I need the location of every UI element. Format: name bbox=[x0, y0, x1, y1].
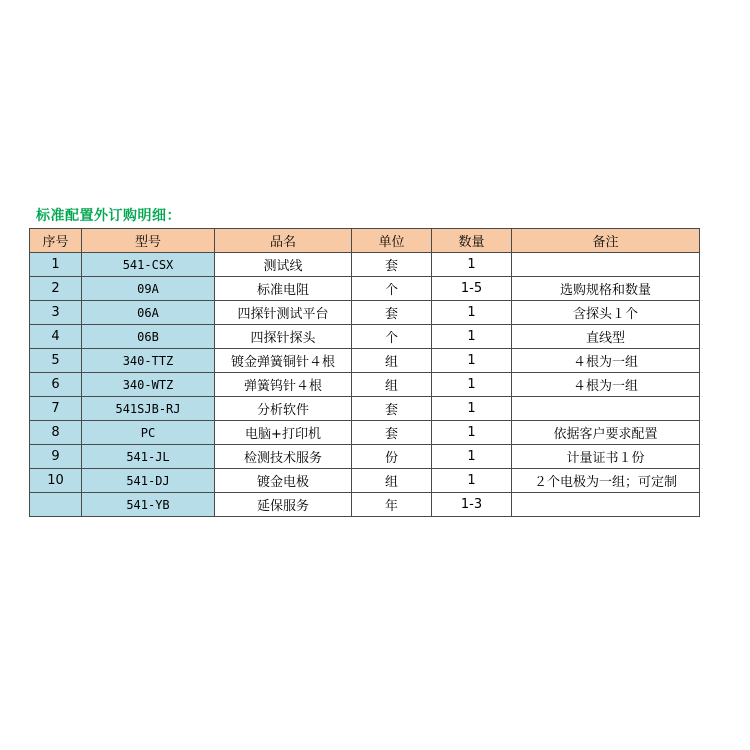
cell-remark: 计量证书１份 bbox=[512, 445, 700, 469]
header-unit: 单位 bbox=[352, 229, 432, 253]
table-row bbox=[30, 397, 700, 421]
cell-product-name: 四探针测试平台 bbox=[215, 301, 352, 325]
cell-model: PC bbox=[82, 421, 215, 445]
table-row bbox=[30, 301, 700, 325]
cell-unit: 套 bbox=[352, 397, 432, 421]
cell-model: 541SJB-RJ bbox=[82, 397, 215, 421]
table-row bbox=[30, 445, 700, 469]
cell-remark bbox=[512, 493, 700, 517]
cell-quantity: 1 bbox=[432, 301, 512, 325]
cell-product-name: 镀金电极 bbox=[215, 469, 352, 493]
header-remark: 备注 bbox=[512, 229, 700, 253]
cell-model: 340-TTZ bbox=[82, 349, 215, 373]
header-model: 型号 bbox=[82, 229, 215, 253]
cell-product-name: 检测技术服务 bbox=[215, 445, 352, 469]
cell-index: 9 bbox=[30, 445, 82, 469]
header-quantity: 数量 bbox=[432, 229, 512, 253]
cell-unit: 组 bbox=[352, 349, 432, 373]
cell-remark: 含探头１个 bbox=[512, 301, 700, 325]
cell-model: 06A bbox=[82, 301, 215, 325]
cell-index bbox=[30, 493, 82, 517]
table-row bbox=[30, 469, 700, 493]
cell-unit: 个 bbox=[352, 277, 432, 301]
cell-unit: 套 bbox=[352, 301, 432, 325]
cell-product-name: 弹簧钨针４根 bbox=[215, 373, 352, 397]
cell-product-name: 四探针探头 bbox=[215, 325, 352, 349]
cell-remark bbox=[512, 253, 700, 277]
cell-product-name: 镀金弹簧铜针４根 bbox=[215, 349, 352, 373]
table-body bbox=[30, 253, 700, 517]
cell-unit: 组 bbox=[352, 373, 432, 397]
cell-model: 06B bbox=[82, 325, 215, 349]
cell-model: 541-DJ bbox=[82, 469, 215, 493]
table-header-row bbox=[30, 229, 700, 253]
cell-quantity: 1-3 bbox=[432, 493, 512, 517]
cell-remark: 依据客户要求配置 bbox=[512, 421, 700, 445]
cell-quantity: 1 bbox=[432, 253, 512, 277]
cell-product-name: 分析软件 bbox=[215, 397, 352, 421]
cell-unit: 组 bbox=[352, 469, 432, 493]
cell-unit: 套 bbox=[352, 253, 432, 277]
cell-product-name: 电脑+打印机 bbox=[215, 421, 352, 445]
cell-remark: ２个电极为一组；可定制 bbox=[512, 469, 700, 493]
cell-product-name: 测试线 bbox=[215, 253, 352, 277]
cell-model: 09A bbox=[82, 277, 215, 301]
cell-remark bbox=[512, 397, 700, 421]
cell-quantity: 1 bbox=[432, 445, 512, 469]
cell-quantity: 1 bbox=[432, 349, 512, 373]
table-row bbox=[30, 493, 700, 517]
order-table bbox=[29, 228, 700, 517]
cell-quantity: 1 bbox=[432, 421, 512, 445]
cell-index: 5 bbox=[30, 349, 82, 373]
cell-model: 340-WTZ bbox=[82, 373, 215, 397]
cell-model: 541-JL bbox=[82, 445, 215, 469]
cell-index: 8 bbox=[30, 421, 82, 445]
cell-quantity: 1 bbox=[432, 469, 512, 493]
table-row bbox=[30, 421, 700, 445]
cell-index: 2 bbox=[30, 277, 82, 301]
cell-index: 6 bbox=[30, 373, 82, 397]
table-row bbox=[30, 325, 700, 349]
cell-index: 1 bbox=[30, 253, 82, 277]
cell-unit: 套 bbox=[352, 421, 432, 445]
cell-index: 7 bbox=[30, 397, 82, 421]
cell-product-name: 延保服务 bbox=[215, 493, 352, 517]
section-title: 标准配置外订购明细： bbox=[36, 208, 181, 224]
cell-index: 4 bbox=[30, 325, 82, 349]
header-product-name: 品名 bbox=[215, 229, 352, 253]
cell-model: 541-CSX bbox=[82, 253, 215, 277]
cell-remark: 选购规格和数量 bbox=[512, 277, 700, 301]
cell-product-name: 标准电阻 bbox=[215, 277, 352, 301]
table-row bbox=[30, 277, 700, 301]
cell-index: 10 bbox=[30, 469, 82, 493]
cell-unit: 年 bbox=[352, 493, 432, 517]
cell-index: 3 bbox=[30, 301, 82, 325]
table-row bbox=[30, 349, 700, 373]
table-row bbox=[30, 253, 700, 277]
cell-unit: 个 bbox=[352, 325, 432, 349]
cell-unit: 份 bbox=[352, 445, 432, 469]
cell-model: 541-YB bbox=[82, 493, 215, 517]
cell-remark: ４根为一组 bbox=[512, 373, 700, 397]
header-index: 序号 bbox=[30, 229, 82, 253]
cell-remark: 直线型 bbox=[512, 325, 700, 349]
table-row bbox=[30, 373, 700, 397]
cell-quantity: 1 bbox=[432, 397, 512, 421]
cell-quantity: 1 bbox=[432, 373, 512, 397]
cell-remark: ４根为一组 bbox=[512, 349, 700, 373]
cell-quantity: 1-5 bbox=[432, 277, 512, 301]
cell-quantity: 1 bbox=[432, 325, 512, 349]
